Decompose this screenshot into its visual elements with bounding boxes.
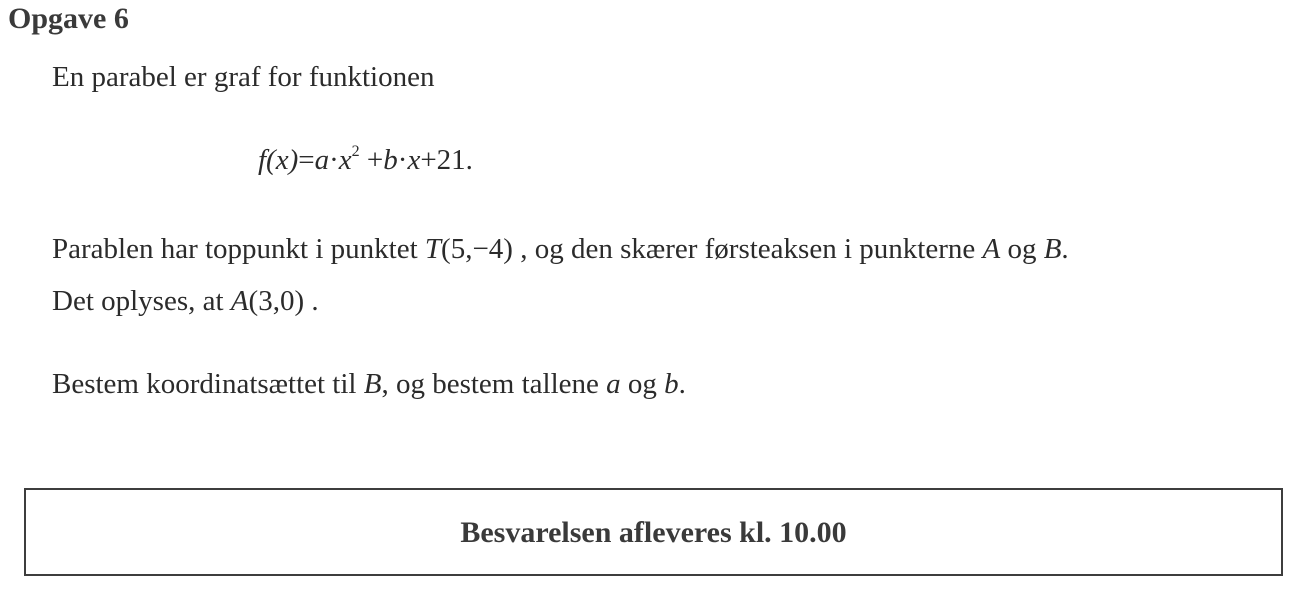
function-formula: [258, 143, 473, 176]
formula-dot-2: ·: [397, 144, 408, 176]
vertex-text-4: .: [1061, 233, 1069, 265]
formula-x-1: x: [338, 144, 352, 176]
submission-notice-box: [24, 488, 1283, 576]
vertex-text-1: Parablen har toppunkt i punktet: [52, 233, 425, 265]
intro-text: En parabel er graf for funktionen: [52, 61, 435, 93]
given-text-2: .: [304, 285, 319, 317]
question-point-b: B: [363, 368, 382, 400]
given-text-1: Det oplyses, at: [52, 285, 231, 317]
given-point-coords: (3,0): [248, 285, 305, 317]
given-point-paragraph: [52, 287, 319, 316]
question-text-2: , og bestem tallene: [381, 368, 607, 400]
vertex-paragraph: [52, 235, 1069, 264]
formula-lhs: f(x): [258, 144, 299, 176]
formula-exponent: 2: [351, 143, 360, 160]
question-text-3: og: [620, 368, 665, 400]
formula-dot-1: ·: [329, 144, 339, 176]
question-paragraph: [52, 370, 686, 399]
vertex-coords: (5,−4): [441, 233, 513, 265]
point-a-label: A: [982, 233, 1001, 265]
question-var-a: a: [606, 368, 621, 400]
formula-plus-2: +: [420, 144, 437, 176]
vertex-text-3: og: [1000, 233, 1044, 265]
formula-x-2: x: [407, 144, 421, 176]
given-point-letter: A: [230, 285, 249, 317]
question-text-1: Bestem koordinatsættet til: [52, 368, 364, 400]
question-text-4: .: [678, 368, 686, 400]
point-b-label: B: [1043, 233, 1062, 265]
vertex-letter: T: [424, 233, 442, 265]
formula-plus-1: +: [366, 144, 384, 176]
exercise-heading: Opgave 6: [8, 2, 129, 35]
formula-coef-a: a: [314, 144, 330, 176]
formula-coef-b: b: [383, 144, 398, 176]
question-var-b: b: [664, 368, 679, 400]
formula-equals: =: [298, 144, 315, 176]
submission-notice-text: Besvarelsen afleveres kl. 10.00: [460, 516, 847, 549]
vertex-text-2: , og den skærer førsteaksen i punkterne: [512, 233, 983, 265]
formula-constant: 21.: [436, 144, 473, 176]
